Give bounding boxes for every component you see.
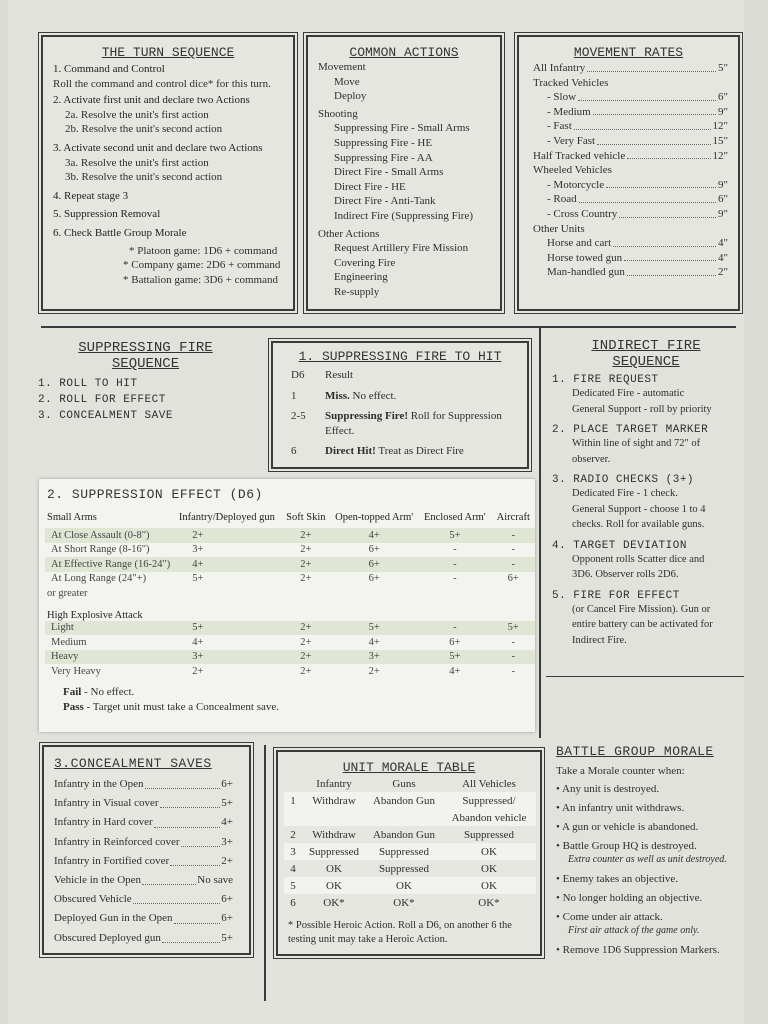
morale-trigger: • Come under air attack. First air attack of the game only. (556, 910, 746, 938)
effect-value: 4+ (368, 636, 380, 648)
morale-cell: Withdraw (302, 792, 366, 809)
sequence-step: 2. ROLL FOR EFFECT (38, 394, 166, 406)
indirect-fire-detail: Within line of sight and 72" of (572, 438, 701, 449)
section-divider (546, 676, 744, 677)
column-header: Small Arms (47, 511, 97, 523)
movement-rate-row (533, 105, 728, 120)
effect-value: 4+ (449, 665, 461, 677)
movement-unit-label: - Fast (547, 120, 572, 133)
concealment-label: Infantry in Reinforced cover (54, 835, 180, 848)
concealment-label: Obscured Vehicle (54, 893, 132, 906)
effect-row (45, 572, 535, 587)
section-divider (539, 328, 541, 738)
result-text: Roll for Suppression Effect. (325, 410, 502, 437)
range-label: At Effective Range (16-24") (45, 557, 172, 572)
movement-unit-label: - Motorcycle (547, 178, 605, 191)
morale-cell: 2 (290, 828, 296, 841)
effect-value: 2+ (172, 528, 281, 543)
column-header: Aircraft (496, 511, 530, 523)
indirect-fire-title-1: INDIRECT FIRE (591, 338, 701, 354)
morale-row (284, 809, 536, 826)
movement-rate-row (533, 192, 728, 207)
concealment-saves-box (42, 745, 251, 955)
range-label: Heavy (45, 650, 172, 665)
morale-cell: Suppressed (366, 843, 442, 860)
morale-trigger-text: Battle Group HQ is destroyed. (562, 840, 697, 852)
morale-cell: Abandon Gun (372, 828, 436, 841)
range-label: At Close Assault (0-8") (45, 528, 172, 543)
morale-cell: OK* (478, 896, 500, 909)
movement-rate-value: 6" (718, 91, 728, 104)
action-item: Suppressing Fire - HE (334, 136, 433, 149)
unit-morale-box (276, 750, 542, 956)
action-item: Suppressing Fire - Small Arms (334, 122, 470, 135)
movement-rate-value: 5" (718, 62, 728, 74)
result-keyword: Suppressing Fire! (325, 410, 409, 422)
range-label: At Short Range (8-16") (51, 544, 150, 556)
indirect-fire-detail: 3D6. Observer rolls 2D6. (572, 569, 679, 580)
column-header: Open-topped Arm' (335, 511, 414, 523)
indirect-fire-step: 3. RADIO CHECKS (3+) (552, 474, 695, 486)
indirect-fire-detail: General Support - choose 1 to 4 (572, 503, 706, 515)
concealment-value: 3+ (221, 835, 233, 848)
effect-value: 2+ (282, 650, 331, 665)
movement-rate-value: 4" (718, 237, 728, 250)
suppressing-fire-title-1: SUPPRESSING FIRE (78, 340, 213, 356)
to-hit-box (271, 341, 529, 469)
morale-cell: Abandon vehicle (442, 809, 536, 826)
movement-unit-label: - Very Fast (547, 134, 596, 147)
suppression-effect-table (45, 506, 535, 679)
morale-cell (302, 809, 366, 826)
effect-value: - (492, 528, 535, 543)
movement-rate-row (533, 76, 728, 91)
concealment-row (54, 929, 233, 948)
morale-cell: 5 (284, 877, 302, 894)
movement-unit-label: Wheeled Vehicles (533, 164, 612, 177)
morale-cell: OK (302, 877, 366, 894)
effect-value: - (418, 557, 491, 572)
effect-value: 5+ (492, 621, 535, 636)
effect-value: 2+ (300, 636, 312, 648)
morale-trigger: • An infantry unit withdraws. (556, 802, 685, 814)
morale-trigger: • No longer holding an objective. (556, 892, 703, 904)
suppression-effect-panel (39, 479, 535, 732)
morale-row (284, 877, 536, 894)
concealment-row (54, 813, 233, 832)
indirect-fire-detail: Opponent rolls Scatter dice and (572, 553, 705, 565)
morale-cell: OK (442, 843, 536, 860)
movement-unit-label: - Cross Country (547, 207, 618, 220)
indirect-fire-title-2: SEQUENCE (612, 354, 680, 370)
concealment-value: 6+ (221, 912, 233, 925)
indirect-fire-sequence (546, 338, 746, 648)
effect-value: - (511, 665, 515, 677)
morale-trigger-text: Any unit is destroyed. (562, 783, 660, 795)
morale-row (284, 792, 536, 809)
common-actions-title: COMMON ACTIONS (349, 45, 459, 60)
heroic-action-note: * Possible Heroic Action. Roll a D6, on another 6 the testing unit may take a Heroic Action. (288, 920, 512, 945)
command-dice-note: * Company game: 2D6 + command (123, 259, 281, 272)
effect-value: 4+ (330, 528, 418, 543)
effect-value: 5+ (418, 650, 491, 665)
section-divider (264, 745, 266, 1001)
fail-label: Fail (63, 685, 82, 698)
range-label: At Long Range (24"+) (51, 573, 147, 585)
movement-unit-label: Other Units (533, 222, 585, 235)
concealment-row (54, 794, 233, 813)
morale-trigger: • Any unit is destroyed. (556, 783, 660, 795)
indirect-fire-detail: observer. (572, 453, 611, 465)
effect-row (45, 650, 535, 665)
column-header: Enclosed Arm' (423, 511, 486, 523)
morale-cell: OK* (393, 896, 415, 909)
pass-text: - Target unit must take a Concealment save. (86, 700, 280, 713)
effect-value: 4+ (192, 636, 204, 648)
sequence-step: 3. CONCEALMENT SAVE (38, 410, 173, 422)
turn-step: 4. Repeat stage 3 (53, 189, 129, 202)
effect-row (45, 635, 535, 650)
action-item: Request Artillery Fire Mission (334, 242, 469, 255)
morale-cell: 1 (284, 792, 302, 809)
morale-cell: Suppressed/ (442, 792, 536, 809)
morale-cell: 3 (284, 843, 302, 860)
morale-trigger: • Battle Group HQ is destroyed. Extra counter as well as unit destroyed. (556, 839, 746, 867)
concealment-label: Infantry in the Open (54, 778, 144, 790)
movement-rate-value: 15" (712, 134, 728, 147)
effect-value: 2+ (282, 528, 331, 543)
movement-rate-row (533, 251, 728, 266)
morale-trigger-text: No longer holding an objective. (562, 892, 703, 904)
morale-cell: 6 (290, 896, 296, 909)
to-hit-title: 1. SUPPRESSING FIRE TO HIT (298, 349, 502, 364)
movement-unit-label: Tracked Vehicles (533, 76, 609, 89)
morale-cell: Abandon Gun (366, 792, 442, 809)
movement-unit-label: All Infantry (533, 62, 586, 74)
morale-row (284, 894, 536, 911)
range-label: or greater (47, 587, 88, 599)
action-item: Deploy (334, 90, 367, 103)
effect-value: - (453, 544, 457, 556)
concealment-row (54, 871, 233, 890)
effect-row (45, 557, 535, 572)
effect-value: 3+ (192, 544, 204, 556)
turn-step: 3b. Resolve the unit's second action (65, 171, 223, 184)
effect-value: - (511, 636, 515, 648)
morale-row (284, 860, 536, 877)
morale-column-header (284, 775, 302, 792)
movement-rate-value: 6" (718, 193, 728, 206)
movement-rate-row (533, 149, 728, 164)
indirect-fire-detail: entire battery can be activated for (572, 619, 713, 630)
movement-unit-label: Horse towed gun (547, 251, 623, 264)
effect-value: 2+ (192, 665, 204, 677)
battle-group-morale-title: BATTLE GROUP MORALE (556, 744, 714, 759)
concealment-value: 5+ (221, 931, 233, 944)
morale-trigger: • A gun or vehicle is abandoned. (556, 821, 699, 833)
movement-rate-value: 2" (718, 266, 728, 279)
movement-rate-value: 4" (718, 251, 728, 264)
movement-unit-label: Man-handled gun (547, 266, 625, 279)
effect-value: 5+ (330, 621, 418, 636)
movement-rates-title: MOVEMENT RATES (573, 45, 684, 60)
movement-rate-row (533, 222, 728, 237)
movement-rate-row (533, 61, 728, 76)
concealment-value: No save (197, 874, 233, 887)
effect-value: 6+ (368, 573, 380, 585)
suppression-effect-title: 2. SUPPRESSION EFFECT (D6) (47, 487, 263, 502)
turn-step: 1. Command and Control (53, 63, 165, 75)
indirect-fire-detail: Dedicated Fire - automatic (572, 388, 685, 399)
morale-cell: 4 (290, 862, 296, 875)
movement-rate-row (533, 236, 728, 251)
movement-rates-box (517, 35, 740, 311)
morale-cell: OK (366, 877, 442, 894)
movement-rate-row (533, 134, 728, 149)
concealment-row (54, 852, 233, 871)
roll-value: 2-5 (291, 410, 306, 422)
effect-row (45, 664, 535, 679)
effect-row (45, 543, 535, 558)
action-item: Direct Fire - Small Arms (334, 166, 444, 179)
morale-column-header: Infantry (316, 777, 352, 790)
morale-trigger-text: A gun or vehicle is abandoned. (562, 821, 699, 833)
turn-step: 2b. Resolve the unit's second action (65, 123, 223, 136)
turn-step: 2. Activate first unit and declare two Actions (53, 94, 250, 107)
turn-step: 3. Activate second unit and declare two Actions (53, 141, 263, 154)
effect-value: 2+ (282, 557, 331, 572)
concealment-label: Infantry in Visual cover (54, 797, 159, 810)
morale-cell: Suppressed (302, 843, 366, 860)
movement-rate-row (533, 163, 728, 178)
concealment-label: Deployed Gun in the Open (54, 912, 173, 925)
effect-value: 6+ (449, 636, 461, 648)
concealment-label: Obscured Deployed gun (54, 931, 161, 944)
indirect-fire-detail: (or Cancel Fire Mission). Gun or (572, 603, 711, 615)
result-keyword: Direct Hit! (325, 445, 376, 457)
movement-rate-value: 9" (718, 207, 728, 220)
effect-row (45, 621, 535, 636)
morale-cell: OK* (323, 896, 345, 909)
section-divider (41, 326, 736, 328)
morale-row (284, 826, 536, 843)
morale-trigger-text: Enemy takes an objective. (562, 873, 679, 885)
indirect-fire-step: 5. FIRE FOR EFFECT (552, 589, 680, 602)
movement-unit-label: - Medium (547, 105, 591, 118)
morale-cell (284, 809, 302, 826)
result-header: Result (325, 369, 354, 381)
morale-column-header: Guns (392, 777, 416, 790)
indirect-fire-detail: checks. Roll for available guns. (572, 519, 705, 530)
morale-intro: Take a Morale counter when: (556, 765, 685, 777)
morale-cell: OK (481, 862, 497, 875)
indirect-fire-step: 4. TARGET DEVIATION (552, 539, 687, 552)
turn-step: 2a. Resolve the unit's first action (65, 108, 209, 121)
movement-rate-value: 9" (718, 178, 728, 191)
effect-value: - (492, 557, 535, 572)
roll-value: 1 (291, 389, 297, 402)
morale-table (284, 775, 536, 911)
suppressing-fire-sequence (38, 340, 253, 424)
concealment-label: Infantry in Fortified cover (54, 854, 170, 867)
movement-unit-label: Half Tracked vehicle (533, 149, 626, 162)
movement-rate-row (533, 265, 728, 280)
concealment-row (54, 775, 233, 794)
action-group-heading: Other Actions (318, 227, 380, 240)
morale-trigger-text: An infantry unit withdraws. (562, 802, 685, 814)
morale-trigger-note: Extra counter as well as unit destroyed. (568, 854, 727, 865)
turn-step: 6. Check Battle Group Morale (53, 226, 187, 239)
action-item: Direct Fire - Anti-Tank (334, 195, 436, 208)
common-actions-box (306, 35, 502, 311)
turn-sequence-title: THE TURN SEQUENCE (101, 45, 235, 60)
effect-value: 3+ (172, 650, 281, 665)
action-group-heading: Movement (318, 61, 366, 73)
action-item: Move (334, 75, 360, 88)
morale-cell: Suppressed (378, 862, 430, 875)
indirect-fire-detail: Dedicated Fire - 1 check. (572, 488, 678, 499)
reference-sheet (8, 0, 744, 1024)
effect-value: 6+ (368, 544, 380, 556)
range-label: Very Heavy (51, 665, 101, 677)
suppressing-fire-title-2: SEQUENCE (111, 356, 180, 372)
movement-rate-row (533, 207, 728, 222)
concealment-value: 2+ (221, 854, 233, 867)
effect-value: 3+ (330, 650, 418, 665)
effect-value: - (453, 573, 457, 585)
effect-value: - (492, 650, 535, 665)
action-item: Indirect Fire (Suppressing Fire) (334, 209, 473, 222)
indirect-fire-detail: Indirect Fire. (572, 634, 627, 646)
movement-unit-label: - Road (547, 193, 577, 206)
effect-value: 2+ (300, 544, 312, 556)
concealment-value: 6+ (221, 778, 233, 790)
concealment-title: 3.CONCEALMENT SAVES (54, 756, 212, 771)
effect-value: 6+ (507, 573, 519, 585)
effect-row (45, 528, 535, 543)
morale-table-title: UNIT MORALE TABLE (342, 760, 476, 775)
concealment-row (54, 890, 233, 909)
concealment-value: 6+ (221, 893, 233, 906)
effect-value: 2+ (282, 621, 331, 636)
result-keyword: Miss. (325, 389, 350, 402)
effect-value: 2+ (300, 665, 312, 677)
action-item: Covering Fire (334, 256, 396, 269)
action-group-heading: Shooting (318, 107, 358, 120)
command-dice-note: * Battalion game: 3D6 + command (123, 273, 278, 286)
he-heading: High Explosive Attack (47, 609, 143, 621)
morale-trigger: • Enemy takes an objective. (556, 873, 679, 885)
morale-row (284, 843, 536, 860)
turn-sequence-box (41, 35, 295, 311)
morale-cell (366, 809, 442, 826)
indirect-fire-step: 2. PLACE TARGET MARKER (552, 424, 709, 436)
movement-rate-row (533, 90, 728, 105)
morale-cell: Withdraw (312, 828, 356, 841)
d6-header: D6 (291, 369, 305, 381)
concealment-value: 4+ (221, 816, 233, 829)
concealment-value: 5+ (221, 797, 233, 810)
morale-cell: Suppressed (463, 828, 515, 841)
battle-group-morale (556, 744, 746, 957)
action-item: Engineering (334, 271, 388, 284)
morale-trigger-text: Remove 1D6 Suppression Markers. (562, 944, 720, 956)
effect-value: 4+ (172, 557, 281, 572)
concealment-label: Vehicle in the Open (54, 874, 142, 887)
sequence-step: 1. ROLL TO HIT (38, 378, 138, 390)
effect-value: 5+ (192, 573, 204, 585)
morale-cell: OK (326, 862, 342, 875)
morale-column-header: All Vehicles (462, 777, 516, 790)
turn-step: 3a. Resolve the unit's first action (65, 156, 209, 169)
movement-rate-row (533, 178, 728, 193)
movement-unit-label: - Slow (547, 91, 577, 104)
action-item: Direct Fire - HE (334, 180, 406, 193)
column-header: Infantry/Deployed gun (178, 511, 275, 523)
concealment-row (54, 909, 233, 928)
movement-rate-value: 12" (712, 149, 728, 162)
concealment-label: Infantry in Hard cover (54, 816, 153, 829)
action-item: Re-supply (334, 285, 380, 298)
turn-step: 5. Suppression Removal (53, 208, 161, 221)
result-text: Treat as Direct Fire (378, 445, 464, 457)
morale-trigger-note: First air attack of the game only. (568, 925, 700, 936)
morale-cell: OK (442, 877, 536, 894)
indirect-fire-step: 1. FIRE REQUEST (552, 374, 659, 386)
pass-label: Pass (63, 700, 84, 713)
movement-rate-row (533, 119, 728, 134)
effect-value: 5+ (172, 621, 281, 636)
fail-text: - No effect. (84, 685, 135, 698)
effect-value: - (511, 544, 515, 556)
action-item: Suppressing Fire - AA (334, 151, 433, 164)
turn-step: Roll the command and control dice* for this turn. (53, 77, 271, 90)
effect-value: 2+ (300, 573, 312, 585)
result-text: No effect. (352, 389, 397, 402)
effect-value: 2+ (368, 665, 380, 677)
column-header: Soft Skin (286, 511, 326, 523)
movement-rate-value: 12" (712, 120, 728, 133)
movement-unit-label: Horse and cart (547, 237, 612, 250)
effect-value: 6+ (330, 557, 418, 572)
movement-rate-value: 9" (718, 105, 728, 118)
effect-value: 5+ (418, 528, 491, 543)
range-label: Medium (51, 636, 87, 648)
morale-trigger: • Remove 1D6 Suppression Markers. (556, 944, 720, 956)
range-label: Light (45, 621, 172, 636)
command-dice-note: * Platoon game: 1D6 + command (129, 244, 278, 257)
indirect-fire-detail: General Support - roll by priority (572, 403, 712, 415)
effect-value: - (418, 621, 491, 636)
concealment-row (54, 833, 233, 852)
roll-value: 6 (291, 445, 297, 457)
morale-trigger-text: Come under air attack. (562, 911, 663, 923)
